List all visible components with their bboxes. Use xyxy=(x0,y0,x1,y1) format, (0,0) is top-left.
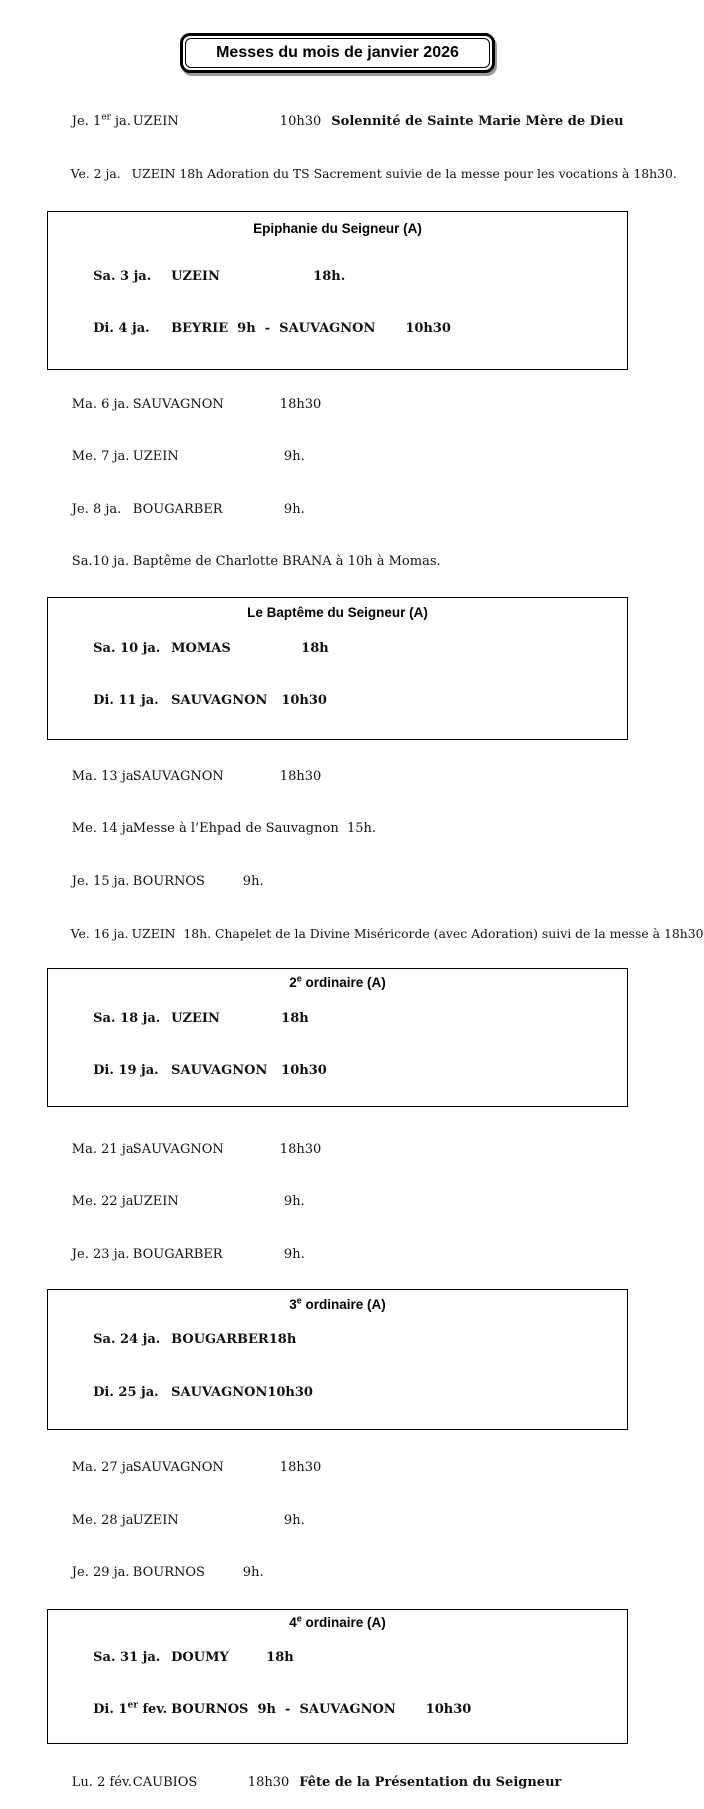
row-date: Sa.10 ja. xyxy=(71,554,130,569)
row-date: Ma. 13 ja. xyxy=(71,768,138,784)
row-time: 18h30 xyxy=(279,768,322,784)
feast-title: 4e ordinaire (A) xyxy=(289,1613,386,1630)
row-text: UZEIN 18h. Chapelet de la Divine Miséricorde (avec Adoration) suivi de la messe à 18h30 xyxy=(131,926,704,941)
row-date: Ma. 6 ja. xyxy=(71,396,130,412)
ordinal-sup: e xyxy=(296,973,302,984)
schedule-row xyxy=(48,1314,627,1367)
row-time: 10h30 xyxy=(425,1702,472,1717)
weekday-rows xyxy=(47,1442,628,1600)
row-place: UZEIN xyxy=(132,1512,179,1528)
schedule-row xyxy=(47,855,628,908)
row-date: Lu. 2 fév. xyxy=(71,1774,132,1790)
feast-box-bapteme xyxy=(47,597,628,740)
row-place: BOUGARBER xyxy=(132,501,223,517)
row-place: UZEIN xyxy=(132,449,179,464)
row-place: DOUMY xyxy=(171,1649,229,1665)
row-time: 10h30 xyxy=(281,693,327,708)
schedule-row xyxy=(47,431,628,484)
row-date: Me. 28 ja. xyxy=(71,1512,138,1528)
schedule-row xyxy=(47,1494,628,1547)
schedule-row xyxy=(48,1684,627,1737)
row-time: 18h30 xyxy=(279,396,322,412)
row-time: 18h xyxy=(281,1010,309,1026)
schedule-row xyxy=(47,378,628,431)
weekday-rows xyxy=(47,1123,628,1281)
row-date: Ve. 2 ja. xyxy=(70,166,121,181)
row-date: Sa. 10 ja. xyxy=(93,640,161,656)
row-date: Ma. 27 ja. xyxy=(71,1460,138,1475)
feast-title: Epiphanie du Seigneur (A) xyxy=(253,221,422,236)
page-title: Messes du mois de janvier 2026 xyxy=(216,44,459,61)
ordinal-sup: er xyxy=(127,1700,138,1711)
schedule-row xyxy=(47,1176,628,1229)
schedule-row xyxy=(47,1442,628,1495)
title-box-inner xyxy=(185,38,490,68)
row-feast-note: Solennité de Sainte Marie Mère de Dieu xyxy=(331,113,624,129)
row-place: SAUVAGNON xyxy=(171,1384,268,1400)
row-time: 10h30 xyxy=(405,321,451,336)
ordinal-sup: e xyxy=(296,1613,302,1624)
row-place: BOURNOS 9h - SAUVAGNON xyxy=(171,1702,396,1717)
row-date: Di. 11 ja. xyxy=(93,693,159,708)
schedule-row xyxy=(47,1547,628,1600)
row-date: Me. 7 ja. xyxy=(71,449,130,464)
row-date: Ma. 21 ja. xyxy=(71,1141,138,1157)
feast-box-3e-ordinaire xyxy=(47,1289,628,1430)
row-time: 9h. xyxy=(279,1246,305,1262)
row-time: 18h30 xyxy=(279,1141,322,1157)
schedule-row xyxy=(48,1045,627,1098)
feast-title: Le Baptême du Seigneur (A) xyxy=(247,605,428,620)
schedule-row xyxy=(47,536,628,589)
row-date: Di. 25 ja. xyxy=(93,1384,159,1400)
feast-box-2e-ordinaire xyxy=(47,968,628,1107)
row-place: SAUVAGNON xyxy=(171,693,268,708)
row-place: BOUGARBER xyxy=(171,1332,269,1347)
row-place: SAUVAGNON xyxy=(132,1460,224,1475)
row-date: Je. 29 ja. xyxy=(71,1565,130,1580)
row-text: Messe à l’Ehpad de Sauvagnon 15h. xyxy=(132,821,377,836)
footer-row-group xyxy=(47,1756,628,1809)
row-time: 10h30 xyxy=(267,1384,313,1400)
row-date: Je. 15 ja. xyxy=(71,873,130,889)
row-time: 9h. xyxy=(279,1194,305,1209)
schedule-row xyxy=(47,1123,628,1176)
row-time: 9h. xyxy=(279,1512,305,1528)
row-place: UZEIN xyxy=(132,113,179,129)
title-box-container xyxy=(47,33,628,73)
row-time: 10h30 xyxy=(279,113,322,129)
row-place: BEYRIE 9h - SAUVAGNON xyxy=(171,321,376,336)
schedule-row xyxy=(47,908,704,961)
feast-box-4e-ordinaire xyxy=(47,1609,628,1744)
schedule-row xyxy=(47,95,628,148)
row-place: BOURNOS xyxy=(132,1565,205,1580)
schedule-row xyxy=(48,250,627,303)
row-text: UZEIN 18h Adoration du TS Sacrement suivie de la messe pour les vocations à 18h30. xyxy=(131,166,677,181)
row-time: 18h xyxy=(268,1332,297,1347)
feast-box-epiphanie xyxy=(47,211,628,370)
row-time: 9h. xyxy=(242,873,264,889)
row-date: Je. 1er ja. xyxy=(71,112,131,129)
row-place: BOUGARBER xyxy=(132,1246,223,1262)
schedule-row xyxy=(47,1228,628,1281)
row-feast-note: Fête de la Présentation du Seigneur xyxy=(299,1774,562,1790)
row-place: MOMAS xyxy=(171,640,231,656)
schedule-row xyxy=(48,622,627,675)
schedule-row xyxy=(47,1756,628,1809)
schedule-row xyxy=(47,148,677,201)
row-date: Di. 4 ja. xyxy=(93,321,150,336)
row-time: 18h xyxy=(266,1649,294,1665)
row-time: 18h30 xyxy=(247,1774,290,1790)
schedule-row xyxy=(47,750,628,803)
row-date: Sa. 24 ja. xyxy=(93,1332,161,1347)
row-text: Baptême de Charlotte BRANA à 10h à Momas. xyxy=(132,554,441,569)
ordinal-sup: e xyxy=(296,1295,302,1305)
weekday-rows xyxy=(47,378,628,588)
row-place: SAUVAGNON xyxy=(171,1063,268,1078)
row-date: Sa. 3 ja. xyxy=(93,268,152,284)
row-date: Me. 22 ja. xyxy=(71,1194,138,1209)
row-date: Sa. 31 ja. xyxy=(93,1649,161,1665)
schedule-row xyxy=(48,1631,627,1684)
title-box xyxy=(180,33,495,73)
row-time: 18h30 xyxy=(279,1460,322,1475)
row-place: CAUBIOS xyxy=(132,1774,198,1790)
row-date: Me. 14 ja. xyxy=(71,821,138,836)
intro-rows xyxy=(47,95,677,200)
row-date: Je. 8 ja. xyxy=(71,501,122,517)
row-time: 9h. xyxy=(242,1565,264,1580)
row-place: SAUVAGNON xyxy=(132,768,224,784)
row-place: SAUVAGNON xyxy=(132,1141,224,1157)
row-time: 18h. xyxy=(313,268,346,284)
schedule-row xyxy=(48,1366,627,1419)
row-date: Di. 1er fev. xyxy=(93,1700,168,1717)
row-place: UZEIN xyxy=(132,1194,179,1209)
row-date: Di. 19 ja. xyxy=(93,1063,159,1078)
row-date: Sa. 18 ja. xyxy=(93,1010,161,1026)
row-time: 9h. xyxy=(279,449,305,464)
row-date: Je. 23 ja. xyxy=(71,1246,130,1262)
schedule-row xyxy=(48,303,627,356)
row-time: 9h. xyxy=(279,501,305,517)
schedule-row xyxy=(47,483,628,536)
row-place: UZEIN xyxy=(171,268,220,284)
feast-title: 3e ordinaire (A) xyxy=(289,1295,386,1312)
row-place: BOURNOS xyxy=(132,873,205,889)
feast-title: 2e ordinaire (A) xyxy=(289,973,386,990)
schedule-row xyxy=(48,675,627,728)
schedule-row xyxy=(48,992,627,1045)
row-time: 10h30 xyxy=(281,1063,327,1078)
row-place: SAUVAGNON xyxy=(132,396,224,412)
ordinal-sup: er xyxy=(101,112,111,123)
row-time: 18h xyxy=(301,640,329,656)
row-date: Ve. 16 ja. xyxy=(70,926,129,941)
schedule-row xyxy=(47,803,628,856)
weekday-rows xyxy=(47,750,704,960)
row-place: UZEIN xyxy=(171,1010,220,1026)
